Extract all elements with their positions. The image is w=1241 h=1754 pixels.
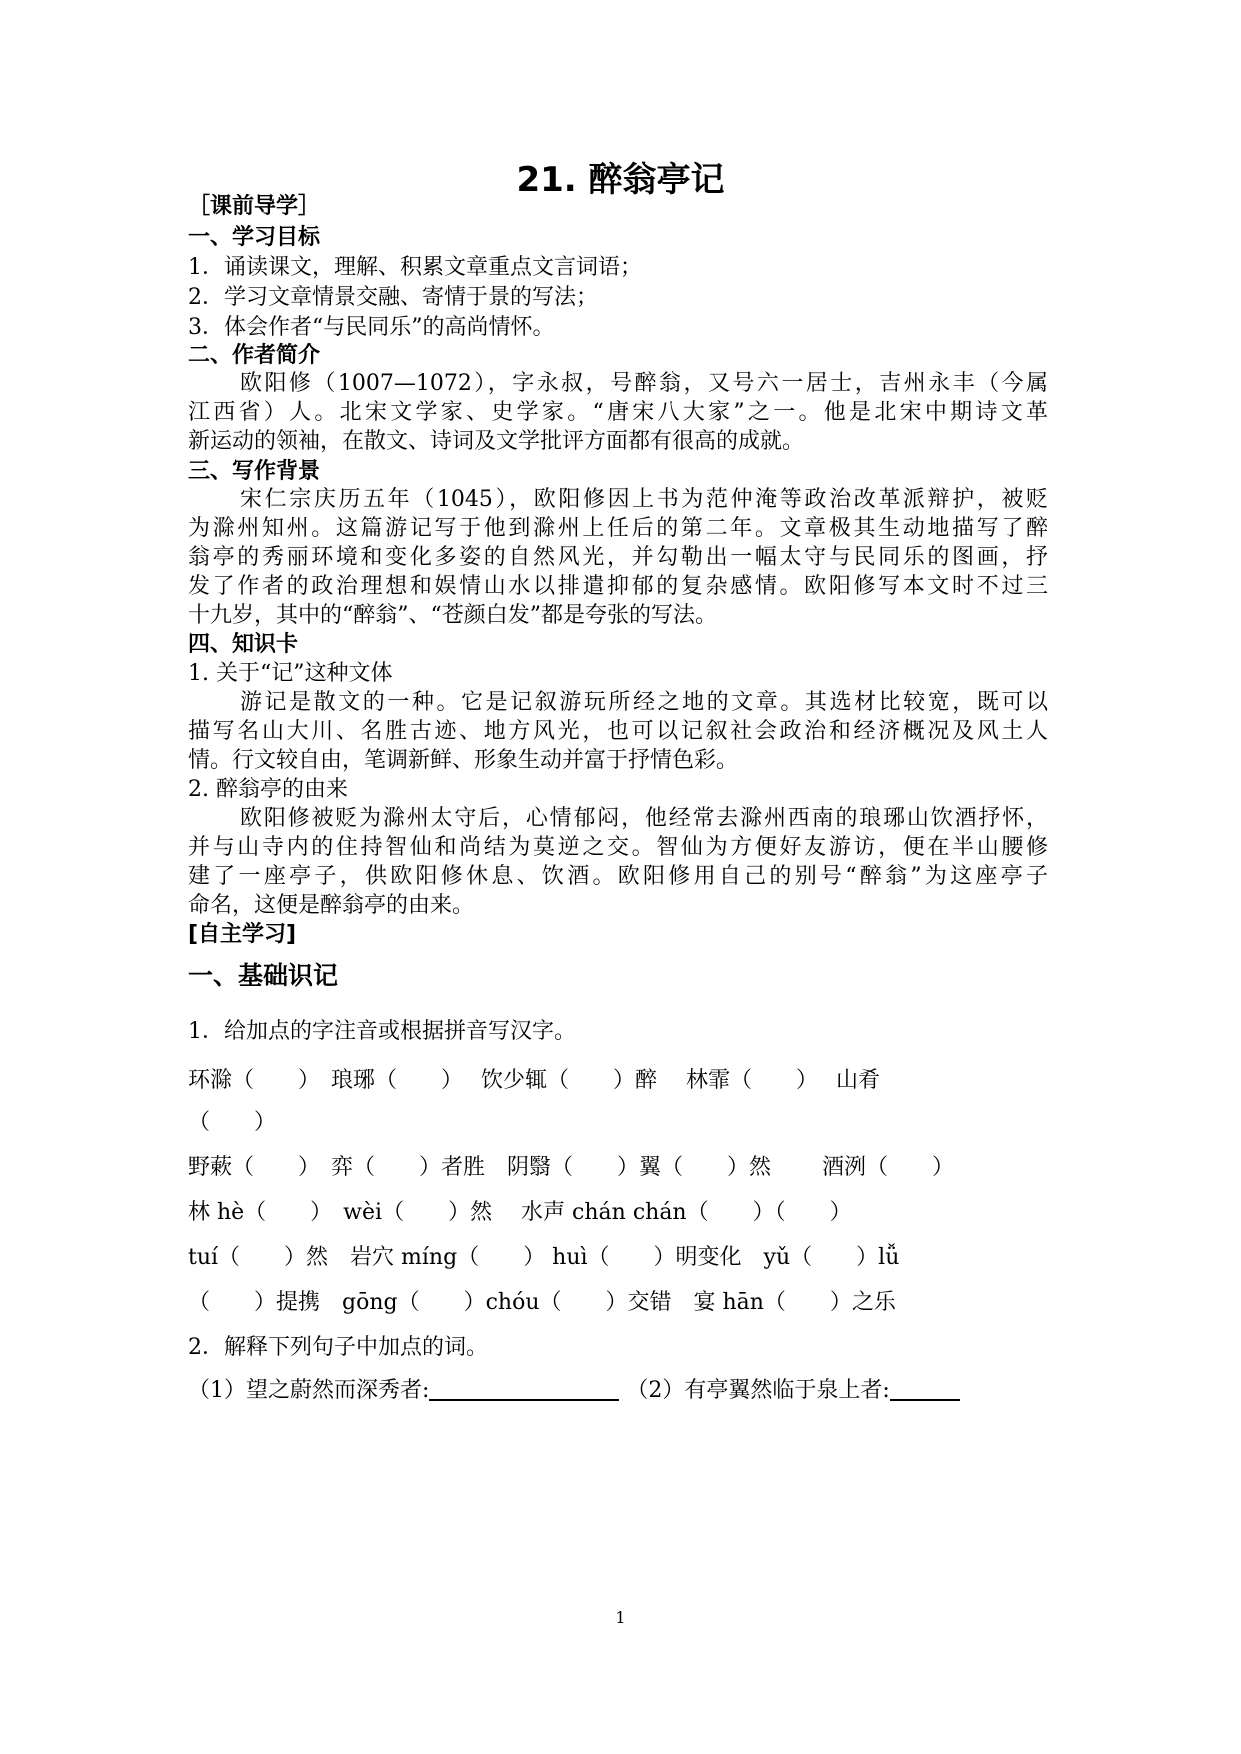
pre-study-heading: ［课前导学］ xyxy=(188,194,321,219)
q2-item-1-label: （1）望之蔚然而深秀者: xyxy=(188,1378,430,1403)
question-2: 2．解释下列句子中加点的词。 xyxy=(188,1335,488,1360)
knowledge-sub-1: 1. 关于“记”这种文体 xyxy=(188,661,393,686)
background-line-5: 十九岁，其中的“醉翁”、“苍颜白发”都是夸张的写法。 xyxy=(188,603,717,628)
knowledge-sub-1-line-1: 游记是散文的一种。它是记叙游玩所经之地的文章。其选材比较宽，既可以 xyxy=(240,690,1048,715)
goal-item-1: 1．诵读课文，理解、积累文章重点文言词语； xyxy=(188,255,642,280)
knowledge-sub-1-line-2: 描写名山大川、名胜古迹、地方风光，也可以记叙社会政治和经济概况及风土人 xyxy=(188,719,1048,744)
knowledge-sub-2: 2. 醉翁亭的由来 xyxy=(188,777,348,802)
q1-row-6: （ ）提携 gōng（ ）chóu（ ）交错 宴 hān（ ）之乐 xyxy=(188,1290,896,1315)
knowledge-sub-2-line-4: 命名，这便是醉翁亭的由来。 xyxy=(188,893,475,918)
q2-item-2-label: （2）有亭翼然临于泉上者: xyxy=(626,1378,890,1403)
background-heading: 三、写作背景 xyxy=(188,459,321,484)
author-line-1: 欧阳修（1007—1072），字永叔，号醉翁，又号六一居士，吉州永丰（今属 xyxy=(240,371,1048,396)
knowledge-sub-2-line-1: 欧阳修被贬为滁州太守后，心情郁闷，他经常去滁州西南的琅琊山饮酒抒怀， xyxy=(240,806,1048,831)
knowledge-sub-2-line-2: 并与山寺内的住持智仙和尚结为莫逆之交。智仙为方便好友游访，便在半山腰修 xyxy=(188,835,1048,860)
q1-row-1: 环滁（ ） 琅琊（ ） 饮少辄（ ）醉 林霏（ ） 山肴 xyxy=(188,1068,880,1093)
page-title: 21. 醉翁亭记 xyxy=(516,160,725,200)
page-number: 1 xyxy=(615,1608,626,1627)
q2-item-1-answer-blank[interactable] xyxy=(429,1377,619,1401)
q1-row-2: （ ） xyxy=(188,1110,277,1135)
background-line-2: 为滁州知州。这篇游记写于他到滁州上任后的第二年。文章极其生动地描写了醉 xyxy=(188,516,1048,541)
basics-heading: 一、基础识记 xyxy=(188,961,339,990)
goals-heading: 一、学习目标 xyxy=(188,225,321,250)
q2-item-2-answer-blank[interactable] xyxy=(890,1377,960,1401)
author-heading: 二、作者简介 xyxy=(188,343,321,368)
question-1: 1．给加点的字注音或根据拼音写汉字。 xyxy=(188,1019,576,1044)
background-line-4: 发了作者的政治理想和娱情山水以排遣抑郁的复杂感情。欧阳修写本文时不过三 xyxy=(188,574,1048,599)
author-line-2: 江西省）人。北宋文学家、史学家。“唐宋八大家”之一。他是北宋中期诗文革 xyxy=(188,400,1048,425)
q1-row-3: 野蔌（ ） 弈（ ）者胜 阴翳（ ）翼（ ）然 酒洌（ ） xyxy=(188,1155,954,1180)
q1-row-4: 林 hè（ ） wèi（ ）然 水声 chán chán（ ）（ ） xyxy=(188,1200,852,1225)
knowledge-sub-1-line-3: 情。行文较自由，笔调新鲜、形象生动并富于抒情色彩。 xyxy=(188,748,739,773)
background-line-1: 宋仁宗庆历五年（1045），欧阳修因上书为范仲淹等政治改革派辩护，被贬 xyxy=(240,487,1048,512)
self-study-heading: [自主学习] xyxy=(188,922,297,947)
knowledge-sub-2-line-3: 建了一座亭子，供欧阳修休息、饮酒。欧阳修用自己的别号“醉翁”为这座亭子 xyxy=(188,864,1048,889)
knowledge-heading: 四、知识卡 xyxy=(188,632,299,657)
goal-item-3: 3．体会作者“与民同乐”的高尚情怀。 xyxy=(188,315,555,340)
background-line-3: 翁亭的秀丽环境和变化多姿的自然风光，并勾勒出一幅太守与民同乐的图画，抒 xyxy=(188,545,1048,570)
q1-row-5: tuí（ ）然 岩穴 míng（ ） huì（ ）明变化 yǔ（ ）lǚ xyxy=(188,1245,900,1270)
goal-item-2: 2．学习文章情景交融、寄情于景的写法； xyxy=(188,285,598,310)
q2-row xyxy=(188,1376,1048,1406)
author-line-3: 新运动的领袖，在散文、诗词及文学批评方面都有很高的成就。 xyxy=(188,429,805,454)
